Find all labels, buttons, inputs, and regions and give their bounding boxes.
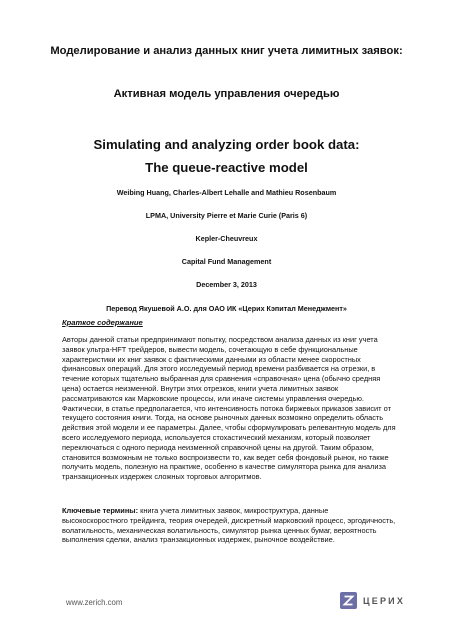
keywords (62, 506, 396, 545)
title-russian: Моделирование и анализ данных книг учета лимитных заявок: (50, 45, 403, 57)
keywords-text: книга учета лимитных заявок, микроструктура, данные высокоскоростного трейдинга, теория очередей, дискретный марковский процесс, эргодичность, волатильность, механическая волатильность, симулятор рынка ценных бумаг, вероятность выполнения сделки, анализ транзакционных издержек, рыночное воздействие. (62, 506, 396, 545)
affiliation-kepler: Kepler-Cheuvreux (195, 234, 258, 243)
zerich-logo (340, 592, 405, 609)
subtitle-russian: Активная модель управления очередью (113, 88, 340, 100)
subtitle-english: The queue-reactive model (145, 160, 308, 175)
logo-text: ЦЕРИХ (363, 595, 406, 606)
date: December 3, 2013 (196, 280, 257, 289)
authors: Weibing Huang, Charles-Albert Lehalle and Mathieu Rosenbaum (116, 188, 337, 197)
affiliation-lpma: LPMA, University Pierre et Marie Curie (Paris 6) (145, 211, 308, 220)
affiliation-cfm: Capital Fund Management (181, 257, 272, 266)
keywords-label: Ключевые термины: (62, 506, 139, 515)
title-english: Simulating and analyzing order book data: (93, 137, 360, 152)
footer-url[interactable]: www.zerich.com (66, 598, 123, 607)
abstract-heading: Краткое содержание (62, 318, 143, 327)
translation-note: Перевод Якушевой А.О. для ОАО ИК «Церих Кэпитал Менеджмент» (106, 304, 347, 313)
abstract-text: Авторы данной статьи предпринимают попытку, посредством анализа данных из книг учета заявок ультра-HFT трейдеров, вывести модель, сочетающую в себе функциональные характеристики их книг заявок с фактическими данными из области менее скоростных финансовых операций. Для этого исследуемый период времени разбивается на отрезки, в течение которых тщательно выбранная для сравнения «справочная» цена (обычно средняя цена) остается неизменной. Внутри этих отрезков, книги учета лимитных заявок рассматриваются как Марковские процессы, или иначе системы управления очередью. Фактически, в статье предполагается, что интенсивность потока биржевых приказов зависит от текущего состояния книги. Тогда, на основе рыночных данных возможно определить область действия этой модели и ее параметры. Далее, чтобы сформулировать релевантную модель для всего исследуемого периода, используется стохастический механизм, который позволяет переключаться с одного периода неизменной справочной цены на другой. Таким образом, становится возможным не только воспроизвести то, как ведет себя фондовый рынок, но также получить модель, полезную на практике, особенно в качестве симулятора рынка для анализа транзакционных издержек сложных торговых алгоритмов. (62, 335, 396, 482)
zerich-logo-icon (340, 592, 357, 609)
